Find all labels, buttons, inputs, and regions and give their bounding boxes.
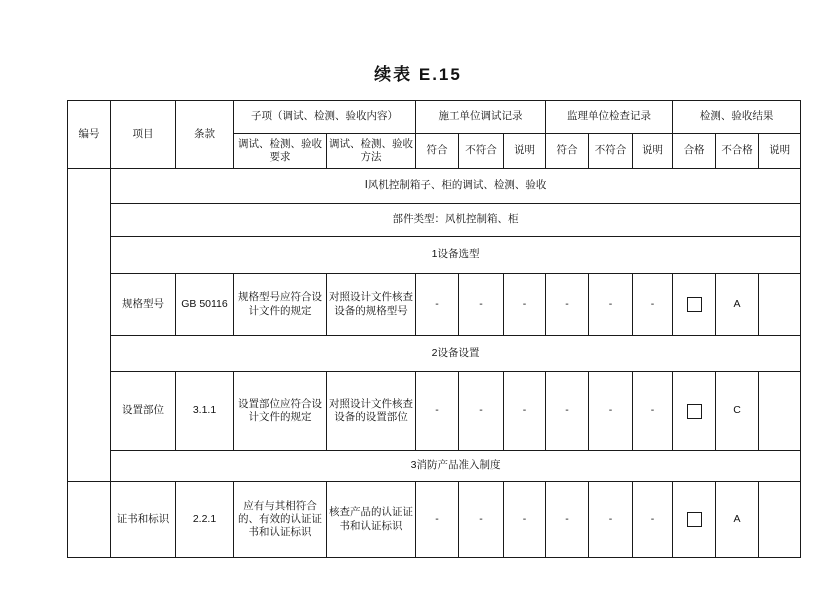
col-header-note-1: 说明 (504, 134, 546, 169)
acceptance-table (67, 100, 801, 558)
section-row (68, 169, 801, 204)
cell-number (68, 482, 111, 558)
cell-construction-nonconform: - (459, 274, 504, 336)
cell-supervision-nonconform: - (589, 482, 633, 558)
cell-result-pass (673, 482, 716, 558)
acceptance-table-wrapper (67, 100, 801, 558)
cell-clause: 3.1.1 (176, 372, 234, 451)
cell-supervision-conform: - (546, 482, 589, 558)
section-label: Ⅰ风机控制箱子、柜的调试、检测、验收 (111, 169, 801, 204)
cell-supervision-nonconform: - (589, 372, 633, 451)
section-label: 部件类型：风机控制箱、柜 (111, 204, 801, 237)
table-row (68, 274, 801, 336)
group-header-subitem: 子项（调试、检测、验收内容） (234, 101, 416, 134)
cell-method: 对照设计文件核查设备的设置部位 (327, 372, 416, 451)
cell-result-note (759, 274, 801, 336)
section-label: 1设备选型 (111, 237, 801, 274)
group-header-construction-record: 施工单位调试记录 (416, 101, 546, 134)
header-row-groups (68, 101, 801, 134)
cell-result-pass (673, 372, 716, 451)
cell-construction-nonconform: - (459, 372, 504, 451)
cell-result-category: A (716, 482, 759, 558)
cell-result-note (759, 482, 801, 558)
col-header-conform-2: 符合 (546, 134, 589, 169)
cell-clause: GB 50116 (176, 274, 234, 336)
cell-supervision-conform: - (546, 372, 589, 451)
cell-result-category: C (716, 372, 759, 451)
cell-supervision-note: - (633, 482, 673, 558)
col-header-nonconform-1: 不符合 (459, 134, 504, 169)
cell-clause: 2.2.1 (176, 482, 234, 558)
col-header-method: 调试、检测、验收方法 (327, 134, 416, 169)
section-row (68, 204, 801, 237)
col-header-requirement: 调试、检测、验收要求 (234, 134, 327, 169)
cell-supervision-nonconform: - (589, 274, 633, 336)
table-row (68, 372, 801, 451)
cell-construction-conform: - (416, 482, 459, 558)
checkbox-icon (687, 404, 702, 419)
cell-supervision-note: - (633, 372, 673, 451)
table-row (68, 482, 801, 558)
cell-construction-conform: - (416, 274, 459, 336)
col-header-nonconform-2: 不符合 (589, 134, 633, 169)
cell-item: 设置部位 (111, 372, 176, 451)
col-header-note-3: 说明 (759, 134, 801, 169)
col-header-clause: 条款 (176, 101, 234, 169)
cell-result-note (759, 372, 801, 451)
section-label: 3消防产品准入制度 (111, 451, 801, 482)
cell-item: 规格型号 (111, 274, 176, 336)
section-row (68, 336, 801, 372)
checkbox-icon (687, 297, 702, 312)
cell-construction-note: - (504, 372, 546, 451)
col-header-number: 编号 (68, 101, 111, 169)
cell-result-pass (673, 274, 716, 336)
cell-result-category: A (716, 274, 759, 336)
col-header-pass: 合格 (673, 134, 716, 169)
number-column-open (68, 169, 111, 482)
col-header-conform-1: 符合 (416, 134, 459, 169)
col-header-item: 项目 (111, 101, 176, 169)
cell-construction-note: - (504, 482, 546, 558)
section-row (68, 237, 801, 274)
checkbox-icon (687, 512, 702, 527)
cell-requirement: 规格型号应符合设计文件的规定 (234, 274, 327, 336)
group-header-supervision-record: 监理单位检查记录 (546, 101, 673, 134)
cell-supervision-note: - (633, 274, 673, 336)
cell-supervision-conform: - (546, 274, 589, 336)
page-title: 续表 E.15 (374, 65, 462, 84)
cell-construction-conform: - (416, 372, 459, 451)
cell-requirement: 设置部位应符合设计文件的规定 (234, 372, 327, 451)
col-header-note-2: 说明 (633, 134, 673, 169)
cell-method: 核查产品的认证证书和认证标识 (327, 482, 416, 558)
cell-construction-note: - (504, 274, 546, 336)
section-row (68, 451, 801, 482)
section-label: 2设备设置 (111, 336, 801, 372)
group-header-result: 检测、验收结果 (673, 101, 801, 134)
cell-construction-nonconform: - (459, 482, 504, 558)
col-header-fail: 不合格 (716, 134, 759, 169)
cell-requirement: 应有与其相符合的、有效的认证证书和认证标识 (234, 482, 327, 558)
cell-item: 证书和标识 (111, 482, 176, 558)
cell-method: 对照设计文件核查设备的规格型号 (327, 274, 416, 336)
